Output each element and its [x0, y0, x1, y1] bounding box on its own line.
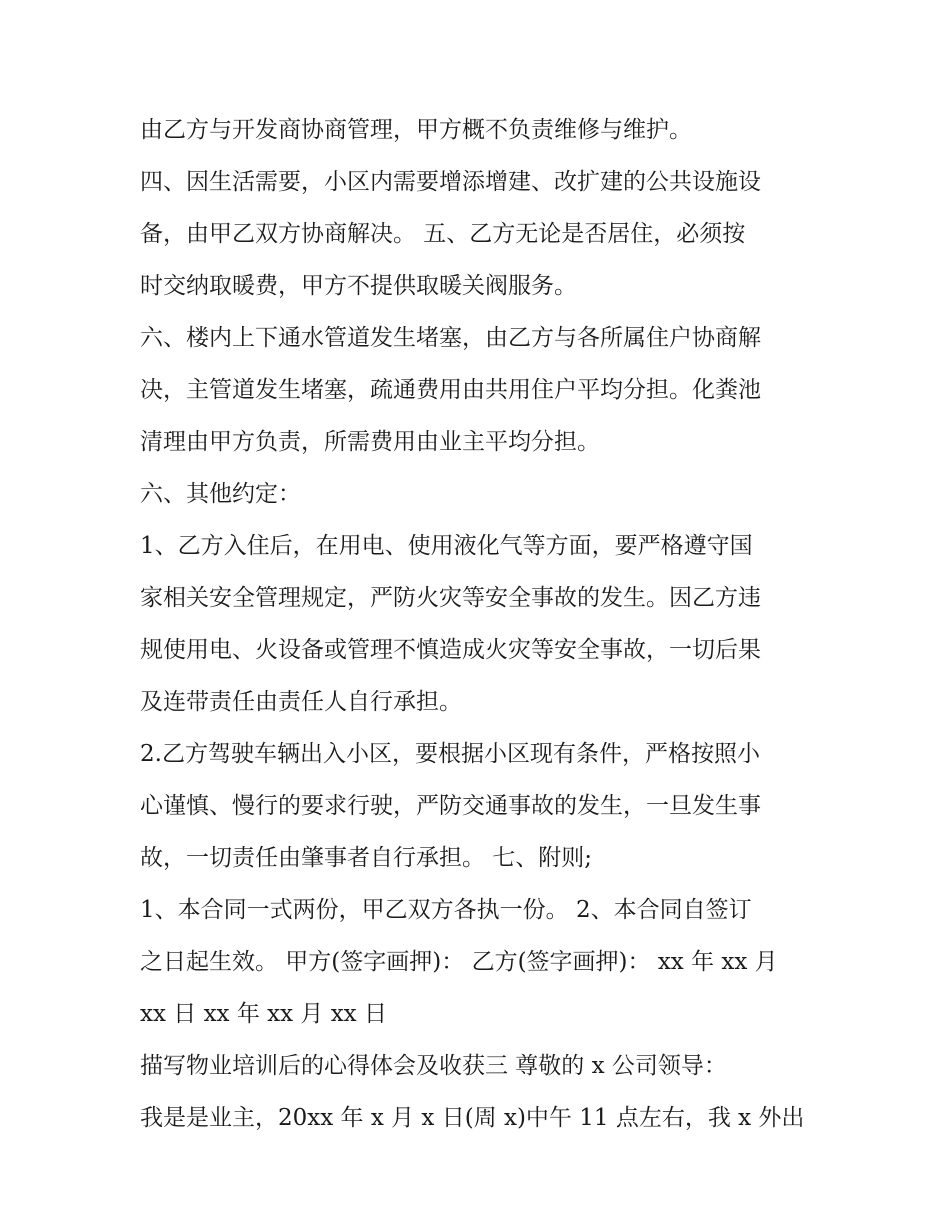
text-line: 1、乙方入住后，在用电、使用液化气等方面，要严格遵守国 — [140, 533, 753, 559]
text-line: 及连带责任由责任人自行承担。 — [140, 689, 462, 715]
text-line: 由乙方与开发商协商管理，甲方概不负责维修与维护。 — [140, 117, 692, 143]
document-body — [140, 104, 820, 1144]
text-line: 描写物业培训后的心得体会及收获三 尊敬的 x 公司领导： — [140, 1053, 727, 1079]
text-line: 备，由甲乙双方协商解决。 五、乙方无论是否居住，必须按 — [140, 221, 746, 247]
text-line: 之日起生效。 甲方(签字画押)： 乙方(签字画押)： xx 年 xx 月 — [140, 949, 778, 975]
text-line: 我是是业主，20xx 年 x 月 x 日(周 x)中午 11 点左右，我 x 外出 — [140, 1105, 805, 1131]
text-line: 四、因生活需要，小区内需要增添增建、改扩建的公共设施设 — [140, 169, 761, 195]
text-line: 故，一切责任由肇事者自行承担。 七、附则; — [140, 845, 593, 871]
text-line: 2.乙方驾驶车辆出入小区，要根据小区现有条件，严格按照小 — [140, 741, 760, 767]
text-line: 心谨慎、慢行的要求行驶，严防交通事故的发生，一旦发生事 — [140, 793, 761, 819]
text-line: xx 日 xx 年 xx 月 xx 日 — [140, 1001, 387, 1027]
text-line: 清理由甲方负责，所需费用由业主平均分担。 — [140, 429, 600, 455]
text-line: 决，主管道发生堵塞，疏通费用由共用住户平均分担。化粪池 — [140, 377, 761, 403]
text-line: 1、本合同一式两份，甲乙双方各执一份。 2、本合同自签订 — [140, 897, 752, 923]
section-heading: 六、其他约定： — [140, 481, 301, 507]
text-line: 家相关安全管理规定，严防火灾等安全事故的发生。因乙方违 — [140, 585, 761, 611]
text-line: 规使用电、火设备或管理不慎造成火灾等安全事故，一切后果 — [140, 637, 761, 663]
text-line: 时交纳取暖费，甲方不提供取暖关阀服务。 — [140, 273, 577, 299]
text-line: 六、楼内上下通水管道发生堵塞，由乙方与各所属住户协商解 — [140, 325, 761, 351]
